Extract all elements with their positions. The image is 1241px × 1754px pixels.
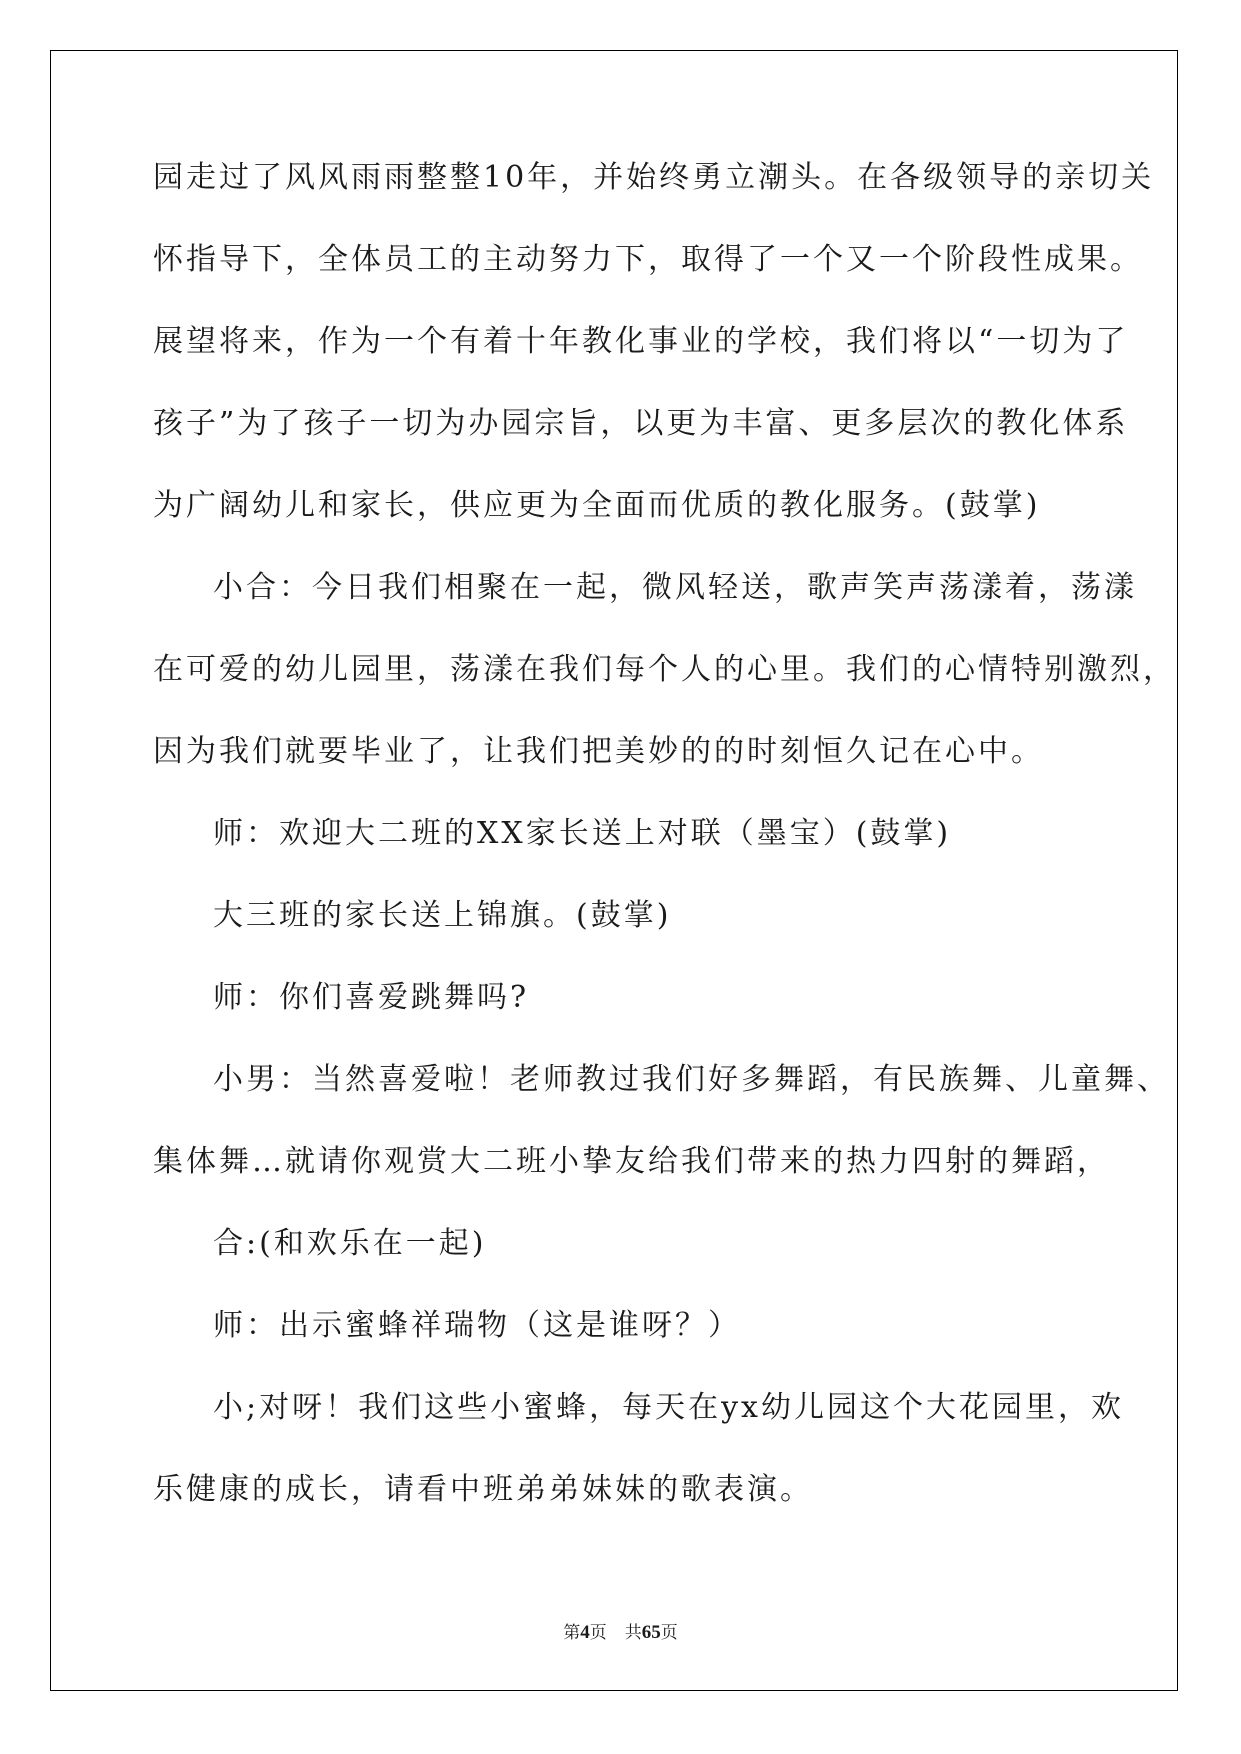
text-line-3: 展望将来，作为一个有着十年教化事业的学校，我们将以“一切为了 (153, 324, 1129, 359)
text-line-12: 小男：当然喜爱啦！老师教过我们好多舞蹈，有民族舞、儿童舞、 (213, 1062, 1170, 1097)
total-prefix: 共 (624, 1623, 642, 1643)
total-pages: 65 (641, 1622, 661, 1643)
text-line-7: 在可爱的幼儿园里，荡漾在我们每个人的心里。我们的心情特别激烈， (153, 652, 1176, 687)
text-line-11: 师：你们喜爱跳舞吗? (213, 980, 530, 1015)
text-line-1: 园走过了风风雨雨整整10年，并始终勇立潮头。在各级领导的亲切关 (153, 160, 1155, 195)
text-line-8: 因为我们就要毕业了，让我们把美妙的的时刻恒久记在心中。 (153, 734, 1044, 769)
text-line-10: 大三班的家长送上锦旗。(鼓掌) (213, 898, 672, 933)
text-line-17: 乐健康的成长，请看中班弟弟妹妹的歌表演。 (153, 1472, 813, 1507)
total-suffix: 页 (660, 1623, 678, 1643)
text-line-6: 小合：今日我们相聚在一起，微风轻送，歌声笑声荡漾着，荡漾 (213, 570, 1137, 605)
text-line-9: 师：欢迎大二班的XX家长送上对联（墨宝）(鼓掌) (213, 816, 952, 851)
document-body (153, 160, 1176, 1554)
page-number: 4 (580, 1622, 590, 1643)
page-suffix: 页 (589, 1623, 607, 1643)
text-line-15: 师：出示蜜蜂祥瑞物（这是谁呀？） (213, 1308, 741, 1343)
page-footer (0, 1618, 1241, 1644)
text-line-5: 为广阔幼儿和家长，供应更为全面而优质的教化服务。(鼓掌) (153, 488, 1041, 523)
text-line-14: 合:(和欢乐在一起) (213, 1226, 487, 1261)
text-line-2: 怀指导下，全体员工的主动努力下，取得了一个又一个阶段性成果。 (153, 242, 1143, 277)
text-line-13: 集体舞…就请你观赏大二班小挚友给我们带来的热力四射的舞蹈， (153, 1144, 1110, 1179)
text-line-16: 小;对呀！我们这些小蜜蜂，每天在yx幼儿园这个大花园里，欢 (213, 1390, 1124, 1425)
text-line-4: 孩子”为了孩子一切为办园宗旨，以更为丰富、更多层次的教化体系 (153, 406, 1129, 441)
page-prefix: 第 (563, 1623, 581, 1643)
